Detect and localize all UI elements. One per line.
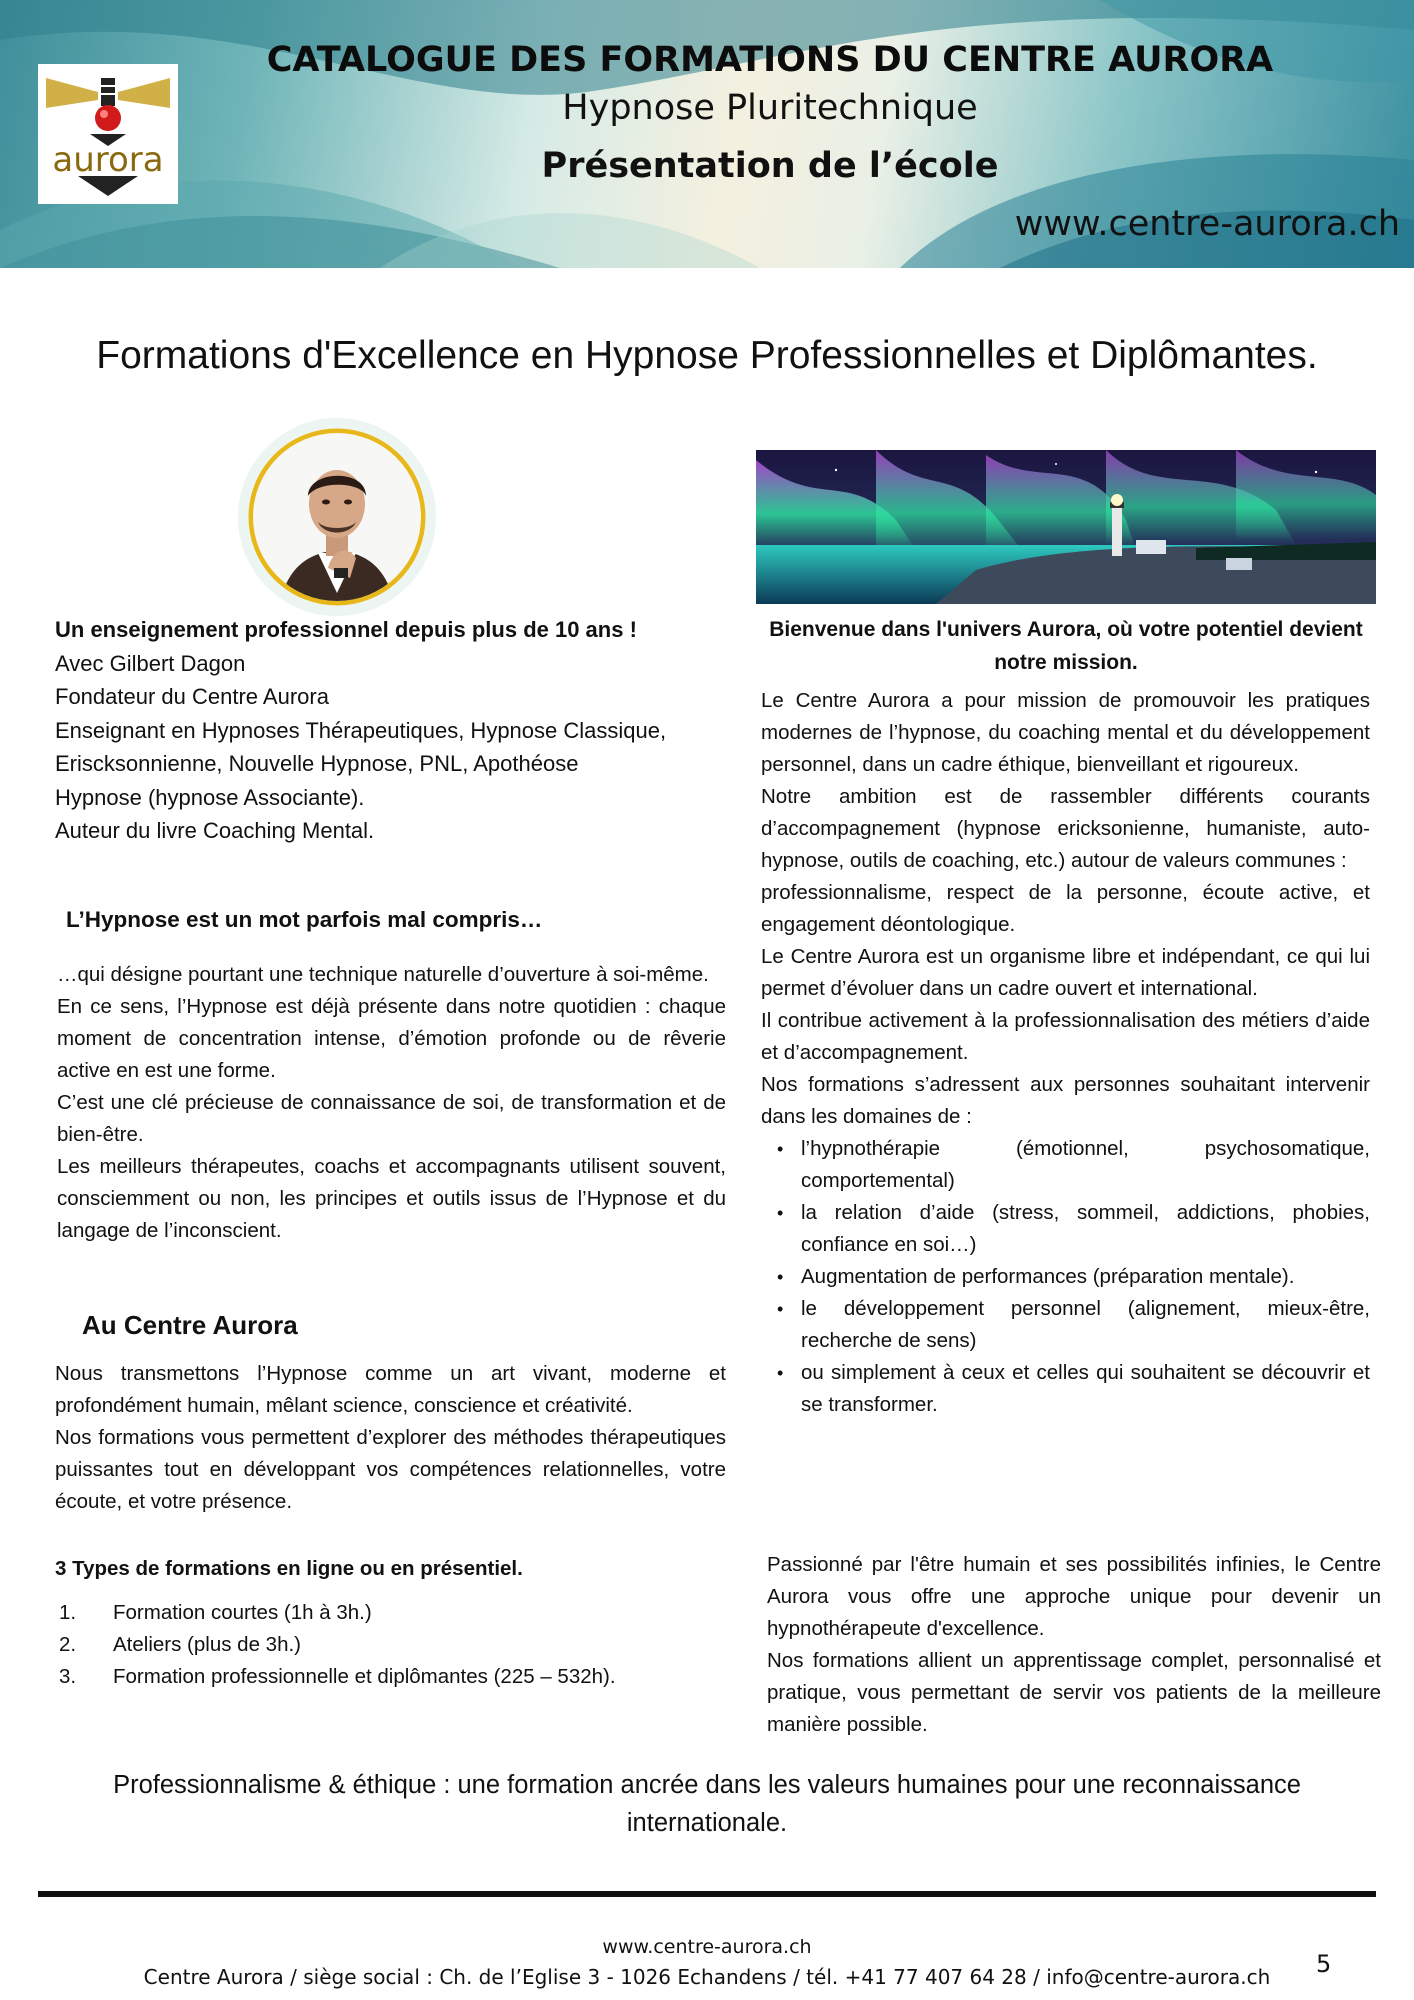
- aurora-logo: [38, 64, 178, 204]
- closing-text: [767, 1549, 1381, 1741]
- aurora-landscape-icon: [756, 450, 1376, 604]
- closing-paragraph: Nos formations allient un apprentissage complet, personnalisé et pratique, vous permettant de servir vos patients de la meilleure manière possible.: [767, 1649, 1381, 1736]
- mission-text: [761, 685, 1370, 1421]
- list-item: 3. Formation professionnelle et diplômantes (225 – 532h).: [59, 1665, 616, 1688]
- portrait-photo: [238, 418, 436, 616]
- page-number: 5: [1316, 1950, 1332, 1978]
- domains-list: [761, 1133, 1370, 1421]
- list-item: 2. Ateliers (plus de 3h.): [59, 1633, 302, 1656]
- hypnose-text: [57, 959, 726, 1247]
- footer-divider: [38, 1891, 1376, 1897]
- hypnose-paragraph: …qui désigne pourtant une technique naturelle d’ouverture à soi-même.: [57, 963, 709, 986]
- types-heading: 3 Types de formations en ligne ou en présentiel.: [55, 1557, 523, 1580]
- page-title: Formations d'Excellence en Hypnose Professionnelles et Diplômantes.: [96, 334, 1318, 377]
- list-item: • l’hypnothérapie (émotionnel, psychosomatique, comportemental): [777, 1137, 1370, 1192]
- welcome-heading: Bienvenue dans l'univers Aurora, où votre potentiel devient notre mission.: [769, 618, 1363, 674]
- list-item: 1. Formation courtes (1h à 3h.): [59, 1601, 372, 1624]
- intro-line: Enseignant en Hypnoses Thérapeutiques, Hypnose Classique, Eriscksonnienne, Nouvelle Hypnose, PNL, Apothéose Hypnose (hypnose Associante).: [55, 717, 667, 810]
- centre-text: [55, 1358, 726, 1518]
- intro-line: Avec Gilbert Dagon: [55, 650, 246, 676]
- mission-paragraph: Il contribue activement à la professionnalisation des métiers d’aide et d’accompagnement.: [761, 1009, 1370, 1064]
- footer-url[interactable]: www.centre-aurora.ch: [602, 1936, 812, 1958]
- intro-line: Auteur du livre Coaching Mental.: [55, 818, 375, 843]
- mission-paragraph: professionnalisme, respect de la personne, écoute active, et engagement déontologique.: [761, 881, 1370, 936]
- list-item: • le développement personnel (alignement, mieux-être, recherche de sens): [777, 1297, 1370, 1352]
- mission-paragraph: Le Centre Aurora est un organisme libre et indépendant, ce qui lui permet d’évoluer dans un cadre ouvert et international.: [761, 945, 1370, 1000]
- intro-block: [55, 613, 727, 848]
- hypnose-paragraph: Les meilleurs thérapeutes, coachs et accompagnants utilisent souvent, consciemment ou non, les principes et outils issus de l’Hypnose et du langage de l’inconscient.: [57, 1155, 726, 1242]
- section-title: Présentation de l’école: [541, 146, 999, 186]
- header-banner: [0, 0, 1414, 268]
- footer-address: Centre Aurora / siège social : Ch. de l’Eglise 3 - 1026 Echandens / tél. +41 77 407 64 28 / info@centre-aurora.ch: [143, 1965, 1271, 1989]
- intro-line: Fondateur du Centre Aurora: [55, 684, 329, 709]
- lighthouse-logo-icon: [38, 64, 178, 204]
- list-item: • la relation d’aide (stress, sommeil, addictions, phobies, confiance en soi…): [777, 1201, 1370, 1256]
- hypnose-paragraph: En ce sens, l’Hypnose est déjà présente dans notre quotidien : chaque moment de concentration intense, d’émotion profonde ou de rêverie active en est une forme.: [57, 995, 726, 1082]
- mission-paragraph: Notre ambition est de rassembler différents courants d’accompagnement (hypnose ericksonienne, humaniste, auto-hypnose, outils de coaching, etc.) autour de valeurs communes :: [761, 785, 1370, 872]
- mission-paragraph: Le Centre Aurora a pour mission de promouvoir les pratiques modernes de l’hypnose, du coaching mental et du développement personnel, dans un cadre éthique, bienveillant et rigoureux.: [761, 689, 1370, 776]
- mission-paragraph: Nos formations s’adressent aux personnes souhaitant intervenir dans les domaines de :: [761, 1073, 1370, 1128]
- closing-paragraph: Passionné par l'être humain et ses possibilités infinies, le Centre Aurora vous offre une approche unique pour devenir un hypnothérapeute d'excellence.: [767, 1553, 1381, 1640]
- hypnose-paragraph: C’est une clé précieuse de connaissance de soi, de transformation et de bien-être.: [57, 1091, 726, 1146]
- intro-heading: Un enseignement professionnel depuis plus de 10 ans !: [55, 617, 637, 642]
- tagline: Professionnalisme & éthique : une formation ancrée dans les valeurs humaines pour une reconnaissance internationale.: [113, 1771, 1301, 1837]
- list-item: • ou simplement à ceux et celles qui souhaitent se découvrir et se transformer.: [777, 1361, 1370, 1416]
- centre-paragraph: Nous transmettons l’Hypnose comme un art vivant, moderne et profondément humain, mêlant science, conscience et créativité.: [55, 1362, 726, 1417]
- hypnose-heading: L’Hypnose est un mot parfois mal compris…: [66, 907, 543, 932]
- logo-text: aurora: [52, 140, 164, 180]
- list-item: • Augmentation de performances (préparation mentale).: [777, 1265, 1295, 1288]
- catalogue-title: CATALOGUE DES FORMATIONS DU CENTRE AURORA: [266, 40, 1274, 80]
- header-url[interactable]: www.centre-aurora.ch: [1014, 204, 1400, 244]
- centre-paragraph: Nos formations vous permettent d’explorer des méthodes thérapeutiques puissantes tout en développant vos compétences relationnelles, votre écoute, et votre présence.: [55, 1426, 726, 1513]
- aurora-lighthouse-image: [756, 450, 1376, 604]
- types-list: [57, 1597, 729, 1693]
- catalogue-subtitle: Hypnose Pluritechnique: [562, 88, 978, 128]
- centre-heading: Au Centre Aurora: [82, 1310, 298, 1340]
- founder-avatar-icon: [238, 418, 436, 616]
